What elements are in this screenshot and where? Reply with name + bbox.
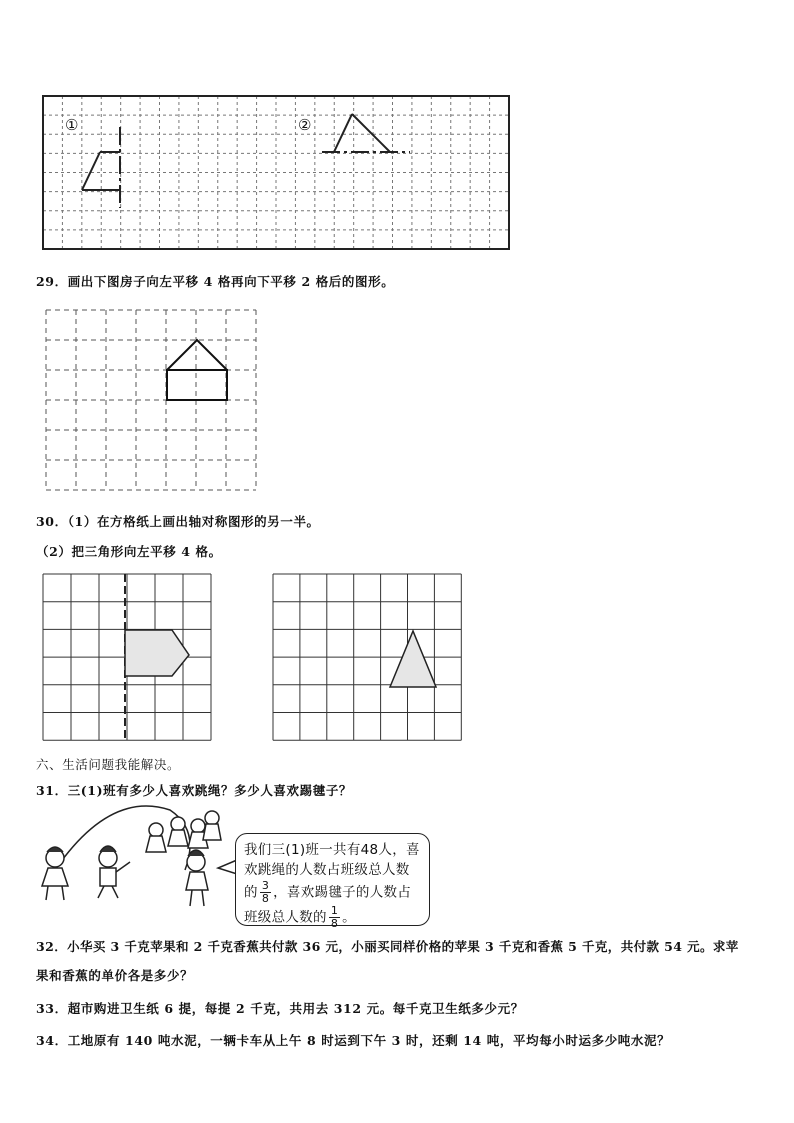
bubble-line-1: 我们三(1)班一共有48人，喜 [244,842,420,858]
bubble-line-4-pre: 班级总人数的 [244,909,327,926]
q32-text-line-2: 果和香蕉的单价各是多少？ [36,968,194,983]
fraction-denominator: 8 [261,892,270,905]
q34-text: 34．工地原有 140 吨水泥，一辆卡车从上午 8 时运到下午 3 时，还剩 14 吨，平均每小时运多少吨水泥？ [36,1033,671,1048]
bubble-line-3-pre: 的 [244,884,258,901]
bubble-line-3-post: ，喜欢踢毽子的人数占 [273,884,412,901]
q33-text: 33．超市购进卫生纸 6 提，每提 2 千克，共用去 312 元。每千克卫生纸多少元？ [36,1001,524,1016]
fraction-numerator: 3 [261,879,270,892]
q30-text-1: 30．（1）在方格纸上画出轴对称图形的另一半。 [36,514,320,529]
section6-title: 六、生活问题我能解决。 [36,757,181,772]
q32-text-line-1: 32．小华买 3 千克苹果和 2 千克香蕉共付款 36 元，小丽买同样价格的苹果 3 千克和香蕉 5 千克，共付款 54 元。求苹 [36,939,739,954]
fraction-1-8 [329,905,340,930]
bubble-line-2: 欢跳绳的人数占班级总人数 [244,862,410,878]
fraction-denominator: 8 [330,917,339,930]
q30-text-2: （2）把三角形向左平移 4 格。 [36,544,222,559]
fraction-numerator: 1 [330,904,339,917]
q28-label-1: ① [65,116,79,134]
bubble-line-4 [244,905,421,930]
q31-text: 31．三(1)班有多少人喜欢跳绳？多少人喜欢踢毽子？ [36,783,353,798]
q28-label-2: ② [298,116,312,134]
fraction-3-8 [260,880,271,905]
q31-speech-bubble [235,833,430,930]
bubble-line-4-post: 。 [342,909,356,926]
q29-text: 29．画出下图房子向左平移 4 格再向下平移 2 格后的图形。 [36,274,395,289]
bubble-line-3 [244,880,421,905]
